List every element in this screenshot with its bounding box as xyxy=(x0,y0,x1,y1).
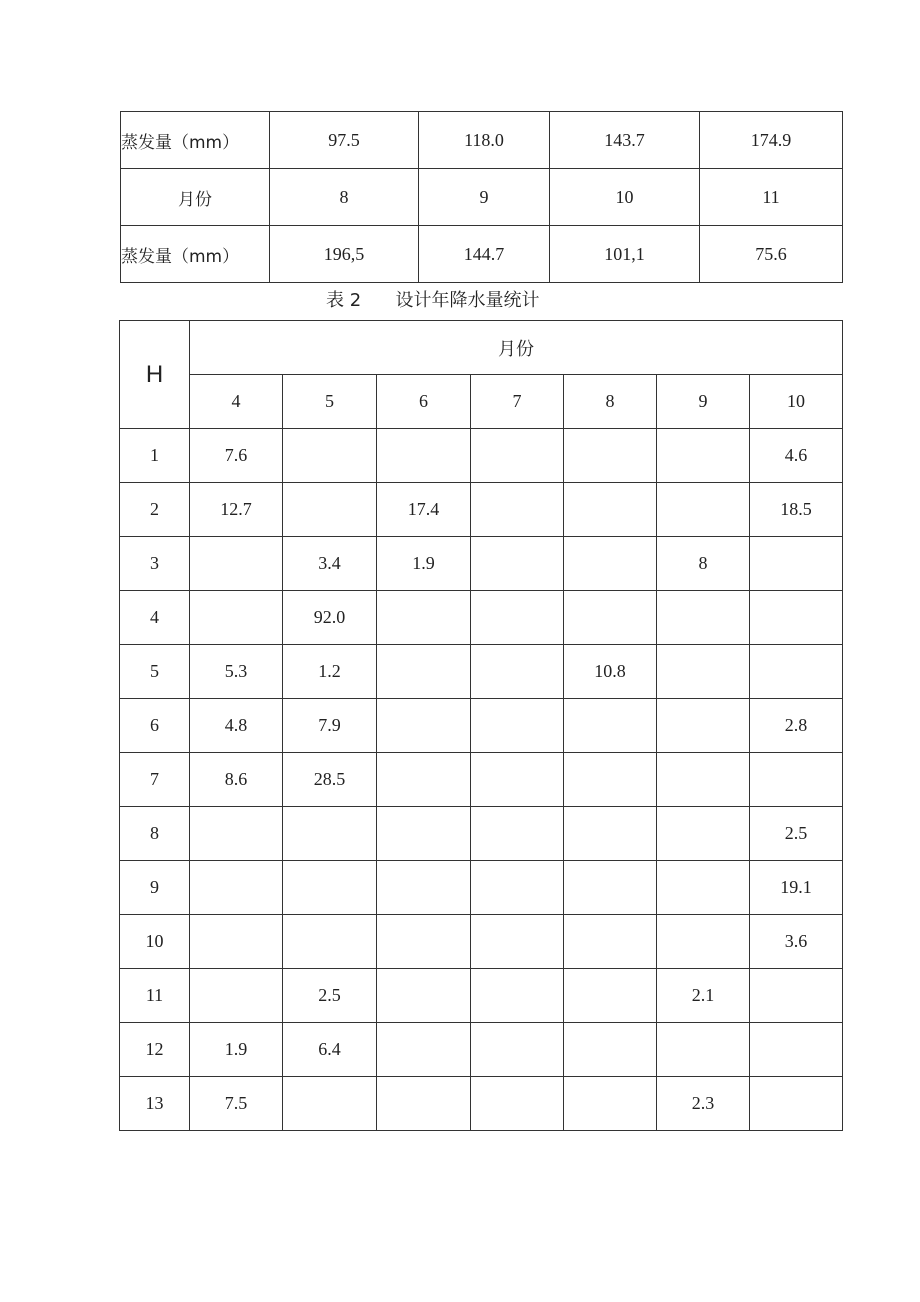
month-number: 9 xyxy=(657,375,750,429)
table-cell xyxy=(564,807,657,861)
table-cell xyxy=(377,591,471,645)
table-row xyxy=(120,429,843,483)
table-cell: 10.8 xyxy=(564,645,657,699)
table-cell: 92.0 xyxy=(283,591,377,645)
h-index: 8 xyxy=(120,807,190,861)
table-cell xyxy=(657,483,750,537)
header-row xyxy=(120,321,843,375)
table-cell: 17.4 xyxy=(377,483,471,537)
table-cell: 5.3 xyxy=(190,645,283,699)
h-index: 3 xyxy=(120,537,190,591)
table-cell xyxy=(190,537,283,591)
h-index: 12 xyxy=(120,1023,190,1077)
table-cell xyxy=(471,537,564,591)
h-index: 4 xyxy=(120,591,190,645)
table-cell: 3.6 xyxy=(750,915,843,969)
table-cell xyxy=(377,915,471,969)
table-cell xyxy=(190,807,283,861)
month-header: 月份 xyxy=(190,321,843,375)
evaporation-table xyxy=(120,111,843,283)
table-cell xyxy=(657,861,750,915)
table-cell xyxy=(471,753,564,807)
table-cell xyxy=(750,969,843,1023)
table-cell: 196,5 xyxy=(270,226,419,283)
table-cell xyxy=(283,483,377,537)
h-index: 11 xyxy=(120,969,190,1023)
table-cell xyxy=(377,861,471,915)
table-cell xyxy=(564,1023,657,1077)
table-row xyxy=(120,807,843,861)
table-cell xyxy=(750,1023,843,1077)
row-label: 蒸发量（mm） xyxy=(121,226,270,283)
table-cell xyxy=(471,915,564,969)
table-cell: 174.9 xyxy=(700,112,843,169)
table-cell: 19.1 xyxy=(750,861,843,915)
table-cell: 10 xyxy=(550,169,700,226)
table-cell xyxy=(471,483,564,537)
table-cell: 4.6 xyxy=(750,429,843,483)
row-label: 蒸发量（mm） xyxy=(121,112,270,169)
h-index: 1 xyxy=(120,429,190,483)
h-index: 6 xyxy=(120,699,190,753)
table-cell: 6.4 xyxy=(283,1023,377,1077)
table-cell xyxy=(190,591,283,645)
table-cell: 4.8 xyxy=(190,699,283,753)
table-cell xyxy=(657,753,750,807)
table-cell: 143.7 xyxy=(550,112,700,169)
month-number: 8 xyxy=(564,375,657,429)
table-cell xyxy=(283,1077,377,1131)
table-cell xyxy=(283,429,377,483)
table-cell: 2.5 xyxy=(750,807,843,861)
table-cell xyxy=(750,591,843,645)
table-cell: 2.8 xyxy=(750,699,843,753)
table-cell xyxy=(564,753,657,807)
table-cell: 75.6 xyxy=(700,226,843,283)
table-cell xyxy=(564,969,657,1023)
table-cell xyxy=(471,861,564,915)
table-cell xyxy=(471,1077,564,1131)
month-number: 4 xyxy=(190,375,283,429)
table-cell xyxy=(564,699,657,753)
table-row xyxy=(120,591,843,645)
table-cell: 1.2 xyxy=(283,645,377,699)
table-cell xyxy=(283,807,377,861)
table-cell xyxy=(190,915,283,969)
table-cell xyxy=(471,1023,564,1077)
month-number: 10 xyxy=(750,375,843,429)
table-row xyxy=(121,112,843,169)
table-cell: 7.9 xyxy=(283,699,377,753)
table-cell: 3.4 xyxy=(283,537,377,591)
table-row xyxy=(120,699,843,753)
table-cell xyxy=(657,1023,750,1077)
month-number: 6 xyxy=(377,375,471,429)
table-cell xyxy=(564,537,657,591)
table-cell xyxy=(657,591,750,645)
table-cell: 1.9 xyxy=(377,537,471,591)
table-cell xyxy=(283,861,377,915)
table-row xyxy=(120,861,843,915)
h-index: 7 xyxy=(120,753,190,807)
table-cell: 8 xyxy=(270,169,419,226)
table-cell xyxy=(564,483,657,537)
month-number-row xyxy=(120,375,843,429)
table-cell xyxy=(564,861,657,915)
table-caption: 表 2 设计年降水量统计 xyxy=(326,290,540,311)
table-cell xyxy=(564,591,657,645)
table-cell xyxy=(471,807,564,861)
table-cell: 2.1 xyxy=(657,969,750,1023)
table-row xyxy=(120,1023,843,1077)
month-number: 5 xyxy=(283,375,377,429)
table-cell xyxy=(750,645,843,699)
table-cell xyxy=(190,861,283,915)
table-row xyxy=(120,969,843,1023)
table-cell xyxy=(190,969,283,1023)
month-number: 7 xyxy=(471,375,564,429)
table-cell: 7.5 xyxy=(190,1077,283,1131)
table-cell xyxy=(471,645,564,699)
table-cell: 8.6 xyxy=(190,753,283,807)
precipitation-table xyxy=(119,320,843,1131)
table-cell: 1.9 xyxy=(190,1023,283,1077)
table-cell xyxy=(657,429,750,483)
table-cell: 101,1 xyxy=(550,226,700,283)
table-row xyxy=(120,537,843,591)
table-cell: 7.6 xyxy=(190,429,283,483)
table-cell xyxy=(377,807,471,861)
h-index: 13 xyxy=(120,1077,190,1131)
table-cell xyxy=(377,753,471,807)
h-header: H xyxy=(120,321,190,429)
table-cell xyxy=(471,591,564,645)
table-cell xyxy=(471,969,564,1023)
table-cell: 97.5 xyxy=(270,112,419,169)
h-index: 9 xyxy=(120,861,190,915)
table-cell xyxy=(564,1077,657,1131)
table-cell xyxy=(657,915,750,969)
h-index: 10 xyxy=(120,915,190,969)
table-cell xyxy=(377,1077,471,1131)
table-cell: 28.5 xyxy=(283,753,377,807)
table-row xyxy=(120,915,843,969)
table-cell xyxy=(471,699,564,753)
table-cell: 2.5 xyxy=(283,969,377,1023)
table-cell xyxy=(377,969,471,1023)
table-cell xyxy=(657,807,750,861)
table-cell xyxy=(750,537,843,591)
table-cell xyxy=(657,699,750,753)
table-cell: 144.7 xyxy=(419,226,550,283)
table-cell xyxy=(283,915,377,969)
table-cell xyxy=(377,699,471,753)
table-cell xyxy=(750,1077,843,1131)
table-cell xyxy=(657,645,750,699)
table-cell xyxy=(750,753,843,807)
row-label: 月份 xyxy=(121,169,270,226)
h-index: 2 xyxy=(120,483,190,537)
table-cell xyxy=(564,429,657,483)
table-cell: 118.0 xyxy=(419,112,550,169)
table-cell: 9 xyxy=(419,169,550,226)
table-row xyxy=(120,483,843,537)
table-cell: 18.5 xyxy=(750,483,843,537)
table-row xyxy=(121,226,843,283)
table-cell xyxy=(377,1023,471,1077)
table-cell: 2.3 xyxy=(657,1077,750,1131)
table-cell: 11 xyxy=(700,169,843,226)
h-index: 5 xyxy=(120,645,190,699)
table-cell xyxy=(471,429,564,483)
table-cell xyxy=(377,429,471,483)
table-cell xyxy=(564,915,657,969)
table-cell xyxy=(377,645,471,699)
table-cell: 12.7 xyxy=(190,483,283,537)
table-row xyxy=(120,753,843,807)
table-cell: 8 xyxy=(657,537,750,591)
table-row xyxy=(120,645,843,699)
table-row xyxy=(120,1077,843,1131)
table-row xyxy=(121,169,843,226)
